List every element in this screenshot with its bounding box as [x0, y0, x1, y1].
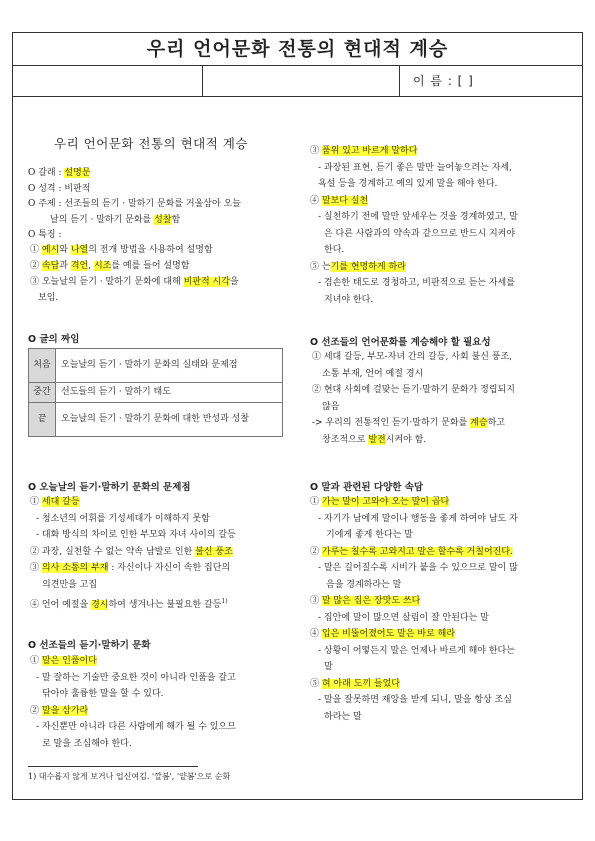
text-segment: - 과장된 표현, 듣기 좋은 말만 늘어놓으려는 자세, [318, 162, 512, 173]
table-label-cell: 중간 [29, 383, 56, 403]
text-segment: ③ 오늘날의 듣기 · 말하기 문화에 대해 [30, 277, 184, 287]
text-segment: ② [30, 705, 42, 716]
text-segment: ③ [310, 596, 322, 606]
text-line [28, 228, 62, 244]
text-segment: 기에게 좋게 한다는 말 [326, 530, 413, 540]
highlighted-term: 기를 현명하게 하라 [330, 261, 406, 272]
highlighted-term: 혀 아래 도끼 들었다 [321, 678, 401, 689]
text-segment: 창조적으로 [322, 434, 369, 445]
table-row [29, 349, 283, 383]
text-line [326, 578, 401, 594]
table-row [29, 383, 283, 403]
text-line [30, 275, 239, 291]
highlighted-term: 말보다 실천 [321, 195, 369, 206]
text-line [30, 704, 88, 720]
text-segment: ③ [310, 146, 322, 156]
page-title: 우리 언어문화 전통의 현대적 계승 [12, 32, 583, 66]
highlighted-term: 성찰 [154, 214, 172, 225]
highlighted-term: 말 많은 집은 장맛도 쓰다 [321, 596, 421, 606]
text-line [28, 182, 90, 198]
text-segment: ⑤ [310, 678, 322, 689]
text-line [42, 687, 164, 703]
text-segment: - 실천하기 전에 말만 앞세우는 것을 경계하였고, 말 [318, 212, 518, 222]
text-segment: 과 [59, 261, 71, 271]
problem-heading: O 오늘날의 듣기·말하기 문화의 문제점 [28, 482, 191, 493]
text-line [38, 291, 58, 307]
flow-heading: O 글의 짜임 [28, 334, 80, 345]
highlighted-term: 가는 말이 고와야 오는 말이 곱다 [321, 497, 450, 507]
text-segment: - 집안에 말이 많으면 살림이 잘 안된다는 말 [318, 612, 489, 623]
text-segment: - 말 잘하는 기술만 중요한 것이 아니라 인품을 갈고 [36, 672, 236, 683]
text-line [324, 293, 373, 309]
highlighted-term: 가루는 칠수록 고와지고 말은 할수록 거칠어진다. [321, 546, 513, 557]
text-line [30, 654, 97, 670]
text-segment: O 특징 : [28, 230, 62, 240]
text-segment: ① [30, 497, 42, 507]
name-field-label: 이 름 : [ ] [413, 74, 474, 88]
text-segment: O 갈래 : [28, 168, 65, 178]
highlighted-term: 격언 [70, 261, 89, 271]
text-segment: 날의 듣기 · 말하기 문화를 [50, 214, 155, 225]
footnote-ref: 1) [221, 598, 228, 605]
text-line [312, 350, 512, 366]
table-label-cell: 끝 [29, 403, 56, 437]
text-segment: - 대화 방식의 차이로 인한 부모와 자녀 사이의 갈등 [36, 530, 236, 540]
text-segment: - 겸손한 태도로 경청하고, 비판적으로 듣는 자세를 [318, 278, 515, 288]
text-segment: ② [30, 261, 42, 271]
text-segment: - 상황이 어떻든지 말은 언제나 바르게 해야 한다는 [318, 645, 515, 656]
text-line [310, 260, 406, 276]
footnote-rule [28, 766, 198, 767]
table-row [29, 403, 283, 437]
text-segment: ③ [30, 563, 42, 573]
text-segment: ① [30, 245, 42, 255]
text-line [312, 416, 505, 432]
text-segment: 은 다른 사람과의 약속과 같으므로 반드시 지켜야 [324, 228, 516, 239]
text-segment: - 자기가 남에게 말이나 행동을 좋게 하여야 남도 자 [318, 513, 518, 524]
text-segment: 소통 부재, 언어 예절 경시 [322, 368, 424, 379]
text-line [310, 545, 513, 561]
text-segment: 하여 생겨나는 불필요한 갈등 [108, 600, 222, 610]
text-segment: ① [310, 497, 322, 507]
text-segment: 하고 [487, 418, 505, 428]
text-segment: O 성격 : 비판적 [28, 183, 91, 194]
text-line [318, 512, 518, 528]
highlighted-term: 말은 인품이다 [41, 656, 97, 666]
highlighted-term: 속담 [41, 261, 60, 271]
highlighted-term: 입은 비뚤어졌어도 말은 바로 해라 [321, 629, 456, 639]
text-line [318, 177, 497, 193]
text-segment: 한다. [324, 245, 345, 255]
text-segment: 지녀야 한다. [324, 294, 374, 305]
text-line [30, 495, 80, 511]
highlighted-term: 발전 [368, 434, 386, 445]
text-line [310, 194, 368, 210]
text-line [42, 578, 97, 594]
highlighted-term: 세대 갈등 [41, 497, 80, 507]
text-line [318, 561, 518, 577]
highlighted-term: 불신 풍조 [195, 546, 233, 557]
text-segment: ② [310, 546, 322, 557]
text-line [30, 594, 228, 614]
proverb-heading: O 말과 관련된 다양한 속담 [310, 482, 424, 493]
text-segment: 의 전개 방법을 사용하여 설명함 [88, 245, 213, 255]
text-line [50, 213, 180, 229]
text-line [310, 594, 420, 610]
text-line [318, 161, 512, 177]
highlighted-term: 시조 [93, 261, 112, 271]
text-line [318, 611, 489, 627]
text-segment: : 자신이나 자신이 속한 집단의 [108, 563, 231, 573]
text-line [324, 710, 362, 726]
name-bar [12, 65, 583, 97]
text-segment: 함 [171, 214, 181, 225]
text-segment: -> 우리의 전통적인 듣기·말하기 문화를 [312, 418, 471, 428]
text-segment: 닦아야 훌륭한 말을 할 수 있다. [42, 689, 164, 699]
text-segment: 욕설 등을 경계하고 예의 있게 말을 해야 한다. [318, 179, 498, 189]
need-heading: O 선조들의 언어문화를 계승해야 할 필요성 [310, 337, 491, 348]
text-segment: ④ [310, 629, 322, 639]
text-segment: O 주제 : 선조들의 듣기 · 말하기 문화를 거울삼아 오늘 [28, 199, 241, 209]
table-text-cell: 오늘날의 듣기 · 말하기 문화의 실태와 문제점 [56, 349, 283, 383]
text-segment: 의견만을 고집 [42, 579, 98, 590]
text-segment: ⑤ [310, 261, 322, 272]
text-line [326, 528, 413, 544]
text-line [324, 243, 344, 259]
text-segment: ④ [310, 195, 322, 206]
text-line [324, 660, 333, 676]
table-label-cell: 처음 [29, 349, 56, 383]
text-segment: 을 [229, 277, 239, 287]
name-bar-cell-1 [13, 66, 203, 96]
text-line [310, 627, 455, 643]
highlighted-term: 품위 있고 바르게 말하다 [321, 146, 418, 156]
text-segment: 를 예를 들어 설명함 [111, 261, 190, 271]
highlighted-term: 말을 삼가라 [41, 705, 89, 716]
text-segment: 말 [324, 662, 333, 672]
table-text-cell: 선도들의 듣기 · 말하기 태도 [56, 383, 283, 403]
text-segment: - 청소년의 어휘를 기성세대가 이해하지 못함 [36, 513, 210, 524]
text-line [30, 259, 189, 275]
text-segment: 와 [59, 245, 71, 255]
footnote: 1) 대수롭지 않게 보거나 업신여김. '깔봄', '얕봄'으로 순화 [28, 772, 231, 781]
highlighted-term: 계승 [470, 418, 488, 428]
text-line [36, 671, 236, 687]
text-segment: ② 현대 사회에 걸맞는 듣기·말하기 문화가 정립되지 [312, 385, 515, 395]
text-line [30, 545, 233, 561]
text-segment: ① 세대 갈등, 부모-자녀 간의 갈등, 사회 불신 풍조, [312, 352, 513, 362]
text-line [324, 227, 515, 243]
text-segment: 음을 경계하라는 말 [326, 579, 402, 590]
structure-table [28, 348, 283, 437]
text-line [322, 367, 423, 383]
text-line [36, 512, 210, 528]
text-segment: 로 말을 조심해야 한다. [42, 738, 132, 749]
text-line [30, 561, 230, 577]
text-segment: ② 과장, 실천할 수 없는 약속 남발로 인한 [30, 546, 196, 557]
name-bar-cell-2 [203, 66, 400, 96]
text-segment: 는 [321, 261, 331, 272]
text-line [30, 243, 213, 259]
text-line [28, 166, 90, 182]
text-line [42, 737, 132, 753]
text-line [36, 528, 236, 544]
text-line [28, 197, 241, 213]
text-line [310, 677, 400, 693]
text-segment: 않음 [322, 401, 340, 412]
text-segment: ④ 언어 예절을 [30, 600, 92, 610]
text-line [312, 383, 515, 399]
ancestor-heading: O 선조들의 듣기·말하기 문화 [28, 640, 151, 651]
text-segment: - 자신뿐만 아니라 다른 사람에게 해가 될 수 있으므 [36, 722, 236, 732]
highlighted-term: 비판적 시각 [183, 277, 230, 287]
text-segment: , [88, 261, 94, 271]
text-segment: ① [30, 656, 42, 666]
text-line [36, 720, 236, 736]
highlighted-term: 예시 [41, 245, 60, 255]
main-title: 우리 언어문화 전통의 현대적 계승 [54, 136, 248, 151]
text-segment: - 말을 잘못하면 재앙을 받게 되니, 말을 항상 조심 [318, 695, 512, 705]
text-line [318, 644, 515, 660]
table-text-cell: 오늘날의 듣기 · 말하기 문화에 대한 반성과 성찰 [56, 403, 283, 437]
text-line [318, 210, 518, 226]
text-line [318, 276, 515, 292]
text-segment: 시켜야 함. [385, 434, 427, 445]
highlighted-term: 경시 [91, 600, 109, 610]
text-segment: - 말은 길어질수록 시비가 붙을 수 있으므로 말이 많 [318, 563, 518, 573]
highlighted-term: 의사 소통의 부재 [41, 563, 109, 573]
text-line [310, 144, 417, 160]
text-segment: 하라는 말 [324, 711, 362, 722]
highlighted-term: 설명문 [64, 168, 91, 178]
text-line [310, 495, 449, 511]
highlighted-term: 나열 [70, 245, 89, 255]
text-line [322, 400, 339, 416]
text-line [322, 433, 426, 449]
text-segment: 보임. [38, 293, 59, 303]
text-line [318, 693, 512, 709]
